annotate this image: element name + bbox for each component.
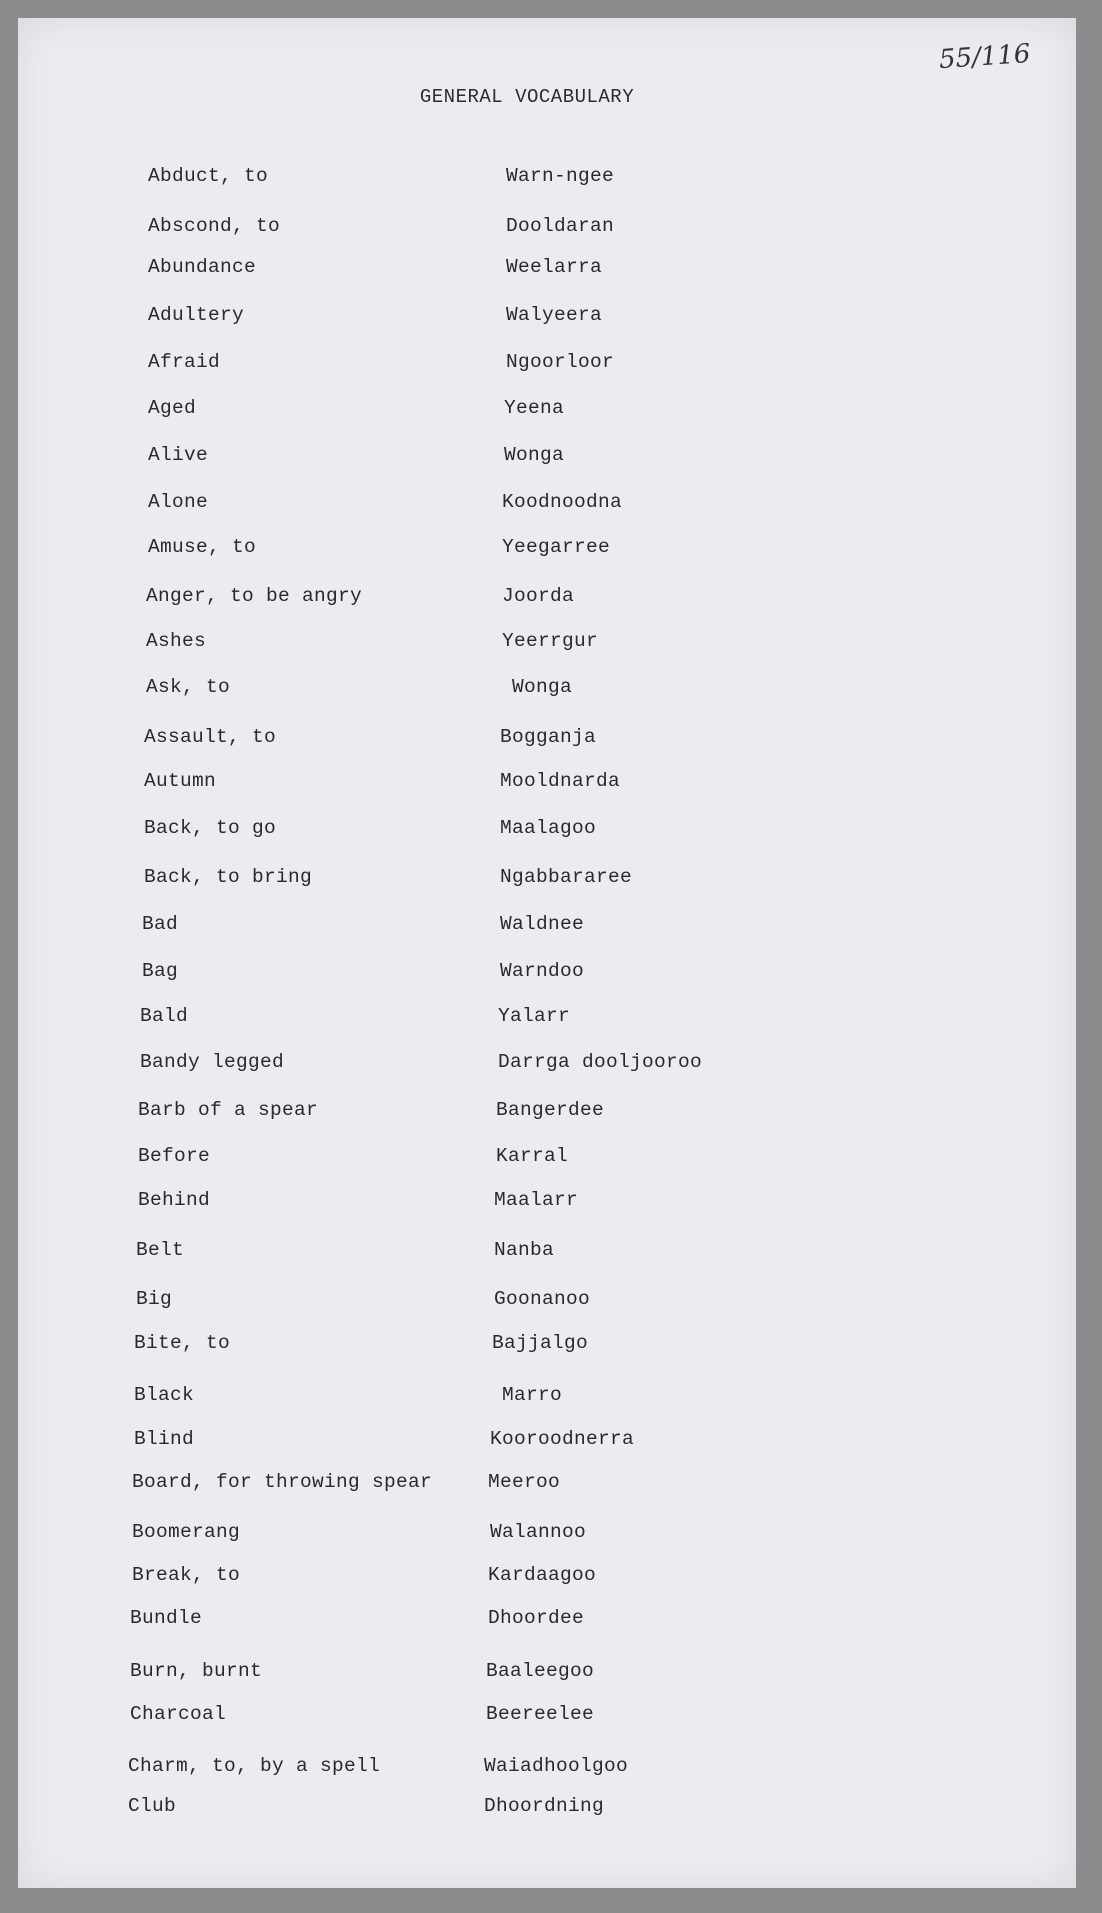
english-term: Bandy legged — [140, 1051, 285, 1073]
aboriginal-translation: Wonga — [504, 444, 565, 466]
vocabulary-row — [18, 1521, 1018, 1549]
english-term: Before — [138, 1145, 211, 1167]
vocabulary-row — [18, 770, 1018, 798]
aboriginal-translation: Maalagoo — [500, 817, 597, 839]
english-term: Afraid — [148, 351, 221, 373]
aboriginal-translation: Dhoordning — [484, 1795, 605, 1817]
vocabulary-row — [18, 866, 1018, 894]
vocabulary-row — [18, 351, 1018, 379]
vocabulary-row — [18, 1189, 1018, 1217]
vocabulary-row — [18, 630, 1018, 658]
vocabulary-row — [18, 1428, 1018, 1456]
aboriginal-translation: Yalarr — [498, 1005, 571, 1027]
english-term: Board, for throwing spear — [132, 1471, 433, 1493]
aboriginal-translation: Maalarr — [494, 1189, 579, 1211]
folio-number: 55/116 — [937, 38, 1031, 76]
vocabulary-row — [18, 1795, 1018, 1823]
english-term: Anger, to be angry — [146, 585, 363, 607]
english-term: Burn, burnt — [130, 1660, 263, 1682]
vocabulary-row — [18, 817, 1018, 845]
vocabulary-row — [18, 165, 1018, 193]
aboriginal-translation: Wonga — [512, 676, 573, 698]
aboriginal-translation: Goonanoo — [494, 1288, 591, 1310]
english-term: Black — [134, 1384, 195, 1406]
aboriginal-translation: Waiadhoolgoo — [484, 1755, 629, 1777]
english-term: Barb of a spear — [138, 1099, 319, 1121]
aboriginal-translation: Kooroodnerra — [490, 1428, 635, 1450]
aboriginal-translation: Meeroo — [488, 1471, 561, 1493]
english-term: Belt — [136, 1239, 185, 1261]
vocabulary-row — [18, 1564, 1018, 1592]
english-term: Behind — [138, 1189, 211, 1211]
english-term: Abundance — [148, 256, 257, 278]
vocabulary-row — [18, 215, 1018, 243]
english-term: Abscond, to — [148, 215, 281, 237]
english-term: Ask, to — [146, 676, 231, 698]
aboriginal-translation: Dhoordee — [488, 1607, 585, 1629]
aboriginal-translation: Darrga dooljooroo — [498, 1051, 703, 1073]
vocabulary-row — [18, 304, 1018, 332]
aboriginal-translation: Yeegarree — [502, 536, 611, 558]
aboriginal-translation: Weelarra — [506, 256, 603, 278]
vocabulary-row — [18, 491, 1018, 519]
english-term: Bundle — [130, 1607, 203, 1629]
aboriginal-translation: Bangerdee — [496, 1099, 605, 1121]
aboriginal-translation: Dooldaran — [506, 215, 615, 237]
vocabulary-row — [18, 1660, 1018, 1688]
aboriginal-translation: Walannoo — [490, 1521, 587, 1543]
aboriginal-translation: Baaleegoo — [486, 1660, 595, 1682]
aboriginal-translation: Marro — [502, 1384, 563, 1406]
vocabulary-row — [18, 726, 1018, 754]
english-term: Bald — [140, 1005, 189, 1027]
vocabulary-row — [18, 444, 1018, 472]
english-term: Assault, to — [144, 726, 277, 748]
vocabulary-row — [18, 1703, 1018, 1731]
vocabulary-row — [18, 256, 1018, 284]
vocabulary-row — [18, 1384, 1018, 1412]
english-term: Bag — [142, 960, 179, 982]
english-term: Aged — [148, 397, 197, 419]
aboriginal-translation: Beereelee — [486, 1703, 595, 1725]
english-term: Alive — [148, 444, 209, 466]
aboriginal-translation: Yeena — [504, 397, 565, 419]
aboriginal-translation: Ngoorloor — [506, 351, 615, 373]
english-term: Boomerang — [132, 1521, 241, 1543]
vocabulary-row — [18, 536, 1018, 564]
aboriginal-translation: Yeerrgur — [502, 630, 599, 652]
english-term: Club — [128, 1795, 177, 1817]
vocabulary-row — [18, 1145, 1018, 1173]
english-term: Abduct, to — [148, 165, 269, 187]
vocabulary-row — [18, 1471, 1018, 1499]
english-term: Bad — [142, 913, 179, 935]
english-term: Charm, to, by a spell — [128, 1755, 381, 1777]
english-term: Amuse, to — [148, 536, 257, 558]
aboriginal-translation: Bajjalgo — [492, 1332, 589, 1354]
vocabulary-row — [18, 1051, 1018, 1079]
aboriginal-translation: Waldnee — [500, 913, 585, 935]
document-page — [18, 18, 1076, 1888]
vocabulary-row — [18, 397, 1018, 425]
vocabulary-row — [18, 1607, 1018, 1635]
english-term: Autumn — [144, 770, 217, 792]
aboriginal-translation: Nanba — [494, 1239, 555, 1261]
english-term: Bite, to — [134, 1332, 231, 1354]
aboriginal-translation: Kardaagoo — [488, 1564, 597, 1586]
english-term: Charcoal — [130, 1703, 227, 1725]
english-term: Break, to — [132, 1564, 241, 1586]
english-term: Big — [136, 1288, 173, 1310]
english-term: Back, to bring — [144, 866, 313, 888]
aboriginal-translation: Koodnoodna — [502, 491, 623, 513]
page-title-text: GENERAL VOCABULARY — [419, 86, 635, 108]
english-term: Adultery — [148, 304, 245, 326]
aboriginal-translation: Warn-ngee — [506, 165, 615, 187]
vocabulary-row — [18, 1755, 1018, 1783]
vocabulary-row — [18, 1005, 1018, 1033]
english-term: Alone — [148, 491, 209, 513]
vocabulary-row — [18, 1288, 1018, 1316]
vocabulary-row — [18, 960, 1018, 988]
english-term: Blind — [134, 1428, 195, 1450]
aboriginal-translation: Joorda — [502, 585, 575, 607]
aboriginal-translation: Warndoo — [500, 960, 585, 982]
vocabulary-row — [18, 676, 1018, 704]
vocabulary-row — [18, 1099, 1018, 1127]
aboriginal-translation: Ngabbararee — [500, 866, 633, 888]
english-term: Ashes — [146, 630, 207, 652]
english-term: Back, to go — [144, 817, 277, 839]
vocabulary-row — [18, 1332, 1018, 1360]
aboriginal-translation: Karral — [496, 1145, 569, 1167]
vocabulary-row — [18, 913, 1018, 941]
aboriginal-translation: Mooldnarda — [500, 770, 621, 792]
aboriginal-translation: Walyeera — [506, 304, 603, 326]
page-title — [18, 86, 1076, 108]
aboriginal-translation: Bogganja — [500, 726, 597, 748]
vocabulary-row — [18, 585, 1018, 613]
vocabulary-row — [18, 1239, 1018, 1267]
